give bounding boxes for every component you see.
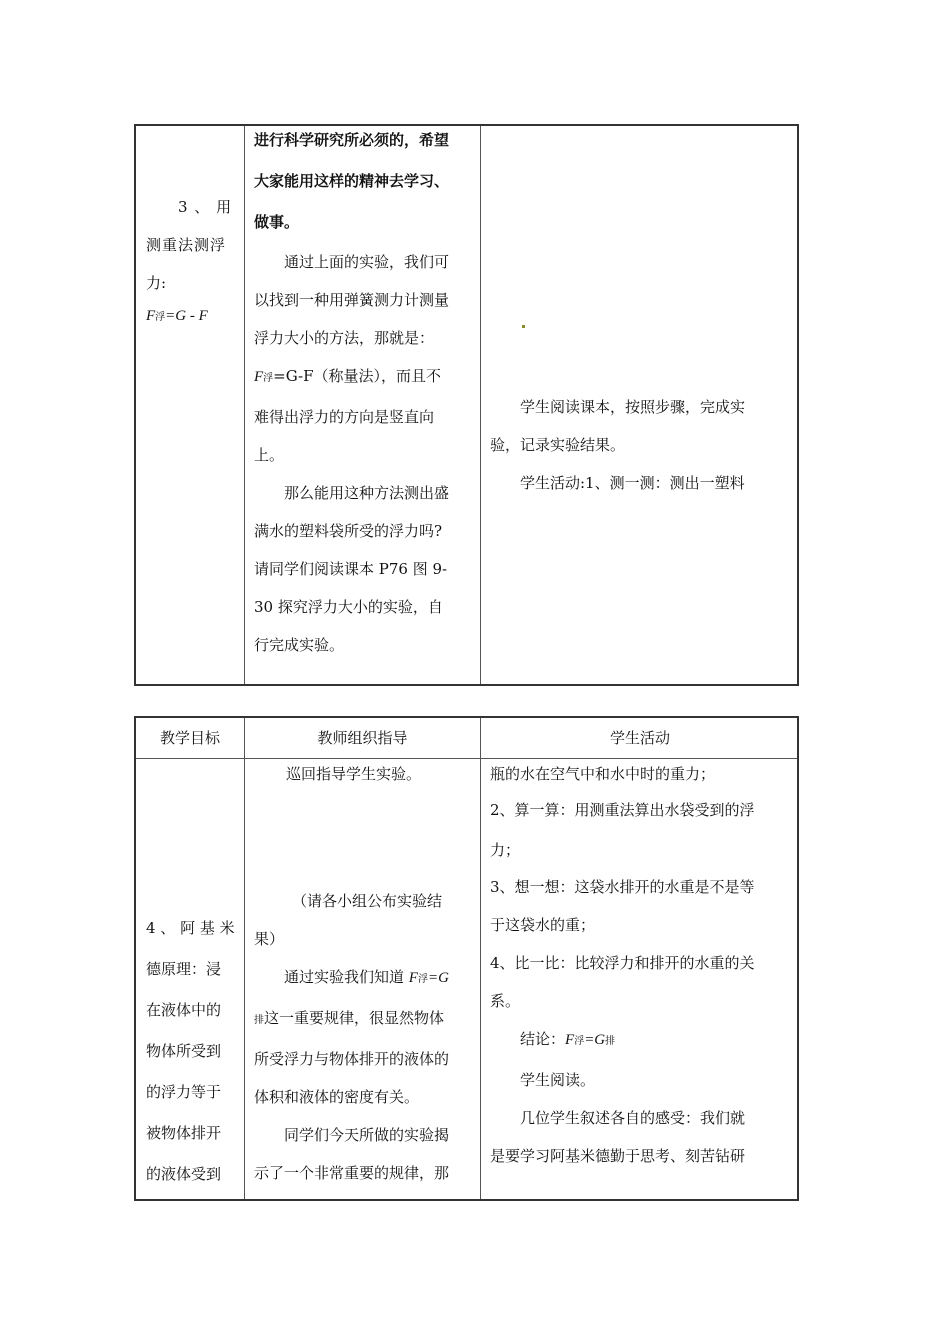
student-line: 学生阅读课本，按照步骤，完成实	[520, 398, 746, 416]
student-line: 几位学生叙述各自的感受：我们就	[520, 1109, 746, 1127]
student-line: 4、比一比：比较浮力和排开的水重的关	[490, 954, 755, 972]
teacher-line: 进行科学研究所必须的，希望	[254, 131, 450, 149]
teacher-line: 果）	[254, 930, 285, 948]
teacher-line: 请同学们阅读课本 P76 图 9-	[254, 560, 448, 578]
teacher-line: 30 探究浮力大小的实验，自	[254, 598, 443, 616]
objective-line: 力:	[146, 274, 167, 292]
teacher-formula-line: 通过实验我们知道 F浮=G	[284, 968, 449, 986]
teacher-line: 同学们今天所做的实验揭	[284, 1126, 450, 1144]
teacher-line: 示了一个非常重要的规律，那	[254, 1164, 450, 1182]
student-line: 力；	[490, 841, 521, 859]
teacher-line: 以找到一种用弹簧测力计测量	[254, 291, 450, 309]
teacher-line: 大家能用这样的精神去学习、	[254, 172, 450, 190]
student-line: 学生阅读。	[520, 1071, 596, 1089]
objective-line: 德原理：浸	[146, 960, 222, 978]
student-line: 系。	[490, 992, 521, 1010]
teacher-line: 行完成实验。	[254, 636, 345, 654]
objective-line: 的浮力等于	[146, 1083, 222, 1101]
student-line: 验，记录实验结果。	[490, 436, 626, 454]
objective-line: 4 、 阿 基 米	[146, 919, 235, 937]
student-line: 是要学习阿基米德勤于思考、刻苦钻研	[490, 1147, 746, 1165]
teacher-line: 浮力大小的方法，那就是：	[254, 329, 435, 347]
teacher-line: 难得出浮力的方向是竖直向	[254, 408, 435, 426]
objective-line: 在液体中的	[146, 1001, 222, 1019]
stray-dot-mark	[522, 325, 525, 328]
teacher-line: 体积和液体的密度有关。	[254, 1088, 420, 1106]
header-objective: 教学目标	[159, 729, 220, 747]
teacher-line: 做事。	[254, 213, 300, 231]
objective-line: 被物体排开	[146, 1124, 222, 1142]
lesson-table-2	[134, 716, 799, 1201]
teacher-cell	[254, 760, 479, 1192]
header-teacher: 教师组织指导	[317, 729, 408, 747]
teacher-line: 那么能用这种方法测出盛	[284, 484, 450, 502]
student-line: 于这袋水的重；	[490, 916, 596, 934]
objective-cell	[146, 188, 241, 331]
student-line: 2、算一算：用测重法算出水袋受到的浮	[490, 801, 755, 819]
student-line: 学生活动:1、测一测：测出一塑料	[520, 474, 745, 492]
objective-line: 3 、 用	[178, 198, 233, 216]
student-line: 3、想一想：这袋水排开的水重是不是等	[490, 878, 755, 896]
teacher-line: （请各小组公布实验结	[292, 892, 443, 910]
objective-line: 测重法测浮	[146, 236, 227, 254]
teacher-line: 通过上面的实验，我们可	[284, 253, 450, 271]
objective-line: 物体所受到	[146, 1042, 222, 1060]
conclusion-line: 结论：F浮=G排	[520, 1030, 616, 1048]
student-cell	[490, 388, 795, 502]
student-line: 瓶的水在空气中和水中时的重力；	[490, 765, 716, 783]
teacher-formula-line: F浮=G-F（称量法），而且不	[254, 367, 441, 385]
teacher-line: 满水的塑料袋所受的浮力吗?	[254, 522, 443, 540]
teacher-line: 所受浮力与物体排开的液体的	[254, 1050, 450, 1068]
header-student: 学生活动	[609, 729, 670, 747]
lesson-table-1	[134, 124, 799, 686]
objective-cell	[146, 908, 241, 1195]
teacher-line: 排这一重要规律，很显然物体	[254, 1009, 445, 1027]
objective-line: 的液体受到	[146, 1165, 222, 1183]
teacher-cell	[254, 120, 479, 664]
student-cell	[490, 760, 798, 1175]
teacher-line: 巡回指导学生实验。	[286, 765, 422, 783]
objective-formula: F浮=G - F	[146, 308, 208, 324]
teacher-line: 上。	[254, 446, 285, 464]
